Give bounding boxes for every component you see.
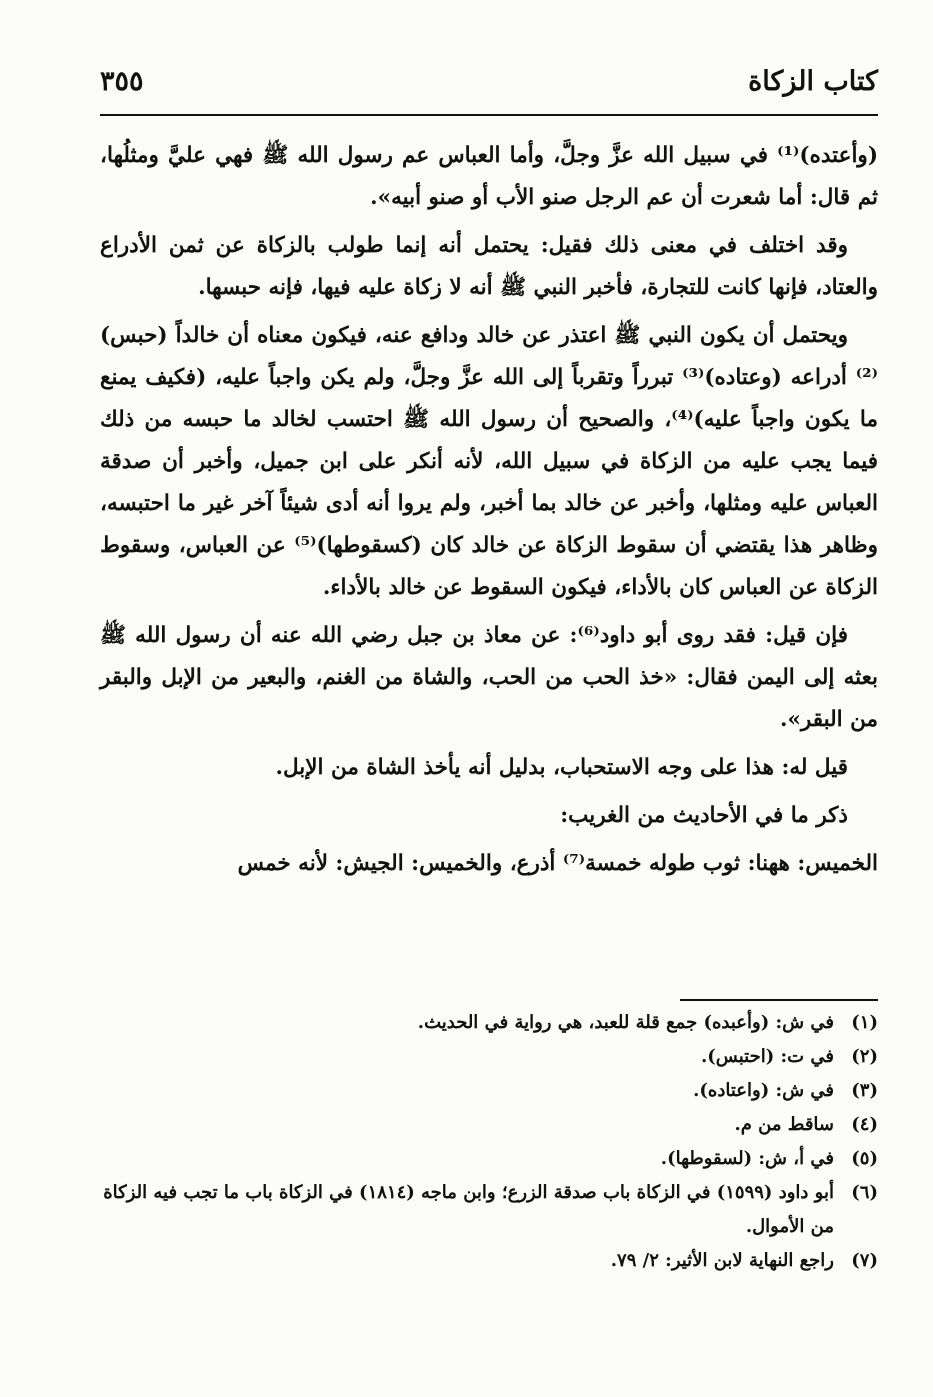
footnote-text: في ش: (وأعبده) جمع قلة للعبد، هي رواية في الحديث. [417, 1012, 834, 1033]
running-header [100, 62, 878, 106]
footnote-item [100, 1040, 878, 1074]
footnote-item [100, 1006, 878, 1040]
chapter-title: كتاب الزكاة [748, 66, 878, 97]
footnote-number: (٢) [851, 1046, 878, 1067]
footnote-item [100, 1108, 878, 1142]
footnote-item [100, 1176, 878, 1244]
paragraph: فإن قيل: فقد روى أبو داود⁽⁶⁾: عن معاذ بن جبل رضي الله عنه أن رسول الله ﷺ بعثه إلى اليمن فقال: «خذ الحب من الحب، والشاة من الغنم، والبعير من الإبل والبقر من البقر». [100, 623, 878, 732]
footnote-rule [680, 999, 878, 1001]
footnote-number: (٤) [851, 1114, 878, 1135]
footnote-number: (٥) [851, 1148, 878, 1169]
footnote-text: ساقط من م. [734, 1114, 834, 1135]
paragraph: (وأعتده)⁽¹⁾ في سبيل الله عزَّ وجلَّ، وأما العباس عم رسول الله ﷺ فهي عليَّ ومثلُها، ثم قال: أما شعرت أن عم الرجل صنو الأب أو صنو أبيه». [100, 143, 878, 210]
footnote-item [100, 1074, 878, 1108]
paragraph: وقد اختلف في معنى ذلك فقيل: يحتمل أنه إنما طولب بالزكاة عن ثمن الأدراع والعتاد، فإنها كانت للتجارة، فأخبر النبي ﷺ أنه لا زكاة عليه فيها، فإنه حبسها. [100, 233, 878, 300]
footnote-item [100, 1244, 878, 1278]
header-rule [100, 114, 878, 116]
footnote-number: (٧) [851, 1250, 878, 1271]
paragraph: قيل له: هذا على وجه الاستحباب، بدليل أنه يأخذ الشاة من الإبل. [275, 755, 848, 780]
footnote-number: (٣) [851, 1080, 878, 1101]
footnote-text: في ش: (واعتاده). [693, 1080, 834, 1101]
section-heading: ذكر ما في الأحاديث من الغريب: [560, 803, 848, 828]
footnote-text: أبو داود (١٥٩٩) في الزكاة باب صدقة الزرع؛ وابن ماجه (١٨١٤) في الزكاة باب ما تجب فيه الزكاة من الأموال. [103, 1182, 834, 1237]
footnote-text: راجع النهاية لابن الأثير: ٢/ ٧٩. [610, 1250, 834, 1271]
main-text [100, 135, 878, 891]
footnote-number: (١) [851, 1012, 878, 1033]
footnote-text: في ت: (احتبس). [701, 1046, 834, 1067]
footnote-number: (٦) [851, 1182, 878, 1203]
paragraph: الخميس: ههنا: ثوب طوله خمسة⁽⁷⁾ أذرع، والخميس: الجيش: لأنه خمس [237, 851, 878, 876]
footnotes [100, 1006, 878, 1278]
paragraph: ويحتمل أن يكون النبي ﷺ اعتذر عن خالد ودافع عنه، فيكون معناه أن خالداً (حبس)⁽²⁾ أدراعه (وعتاده)⁽³⁾ تبرراً وتقرباً إلى الله عزَّ وجلَّ، ولم يكن واجباً عليه، (فكيف يمنع ما يكون واجباً عليه)⁽⁴⁾، والصحيح أن رسول الله ﷺ احتسب لخالد ما حبسه من ذلك فيما يجب عليه من الزكاة في سبيل الله، لأنه أنكر على ابن جميل، وأخبر أن صدقة العباس عليه ومثلها، وأخبر عن خالد بما أخبر، ولم يروا أنه أدى شيئاً آخر غير ما احتبسه، وظاهر هذا يقتضي أن سقوط الزكاة عن خالد كان (كسقوطها)⁽⁵⁾ عن العباس، وسقوط الزكاة عن العباس كان بالأداء، فيكون السقوط عن خالد بالأداء. [100, 323, 879, 600]
footnote-text: في أ، ش: (لسقوطها). [660, 1148, 834, 1169]
footnote-item [100, 1142, 878, 1176]
page-number: ٣٥٥ [100, 66, 144, 97]
